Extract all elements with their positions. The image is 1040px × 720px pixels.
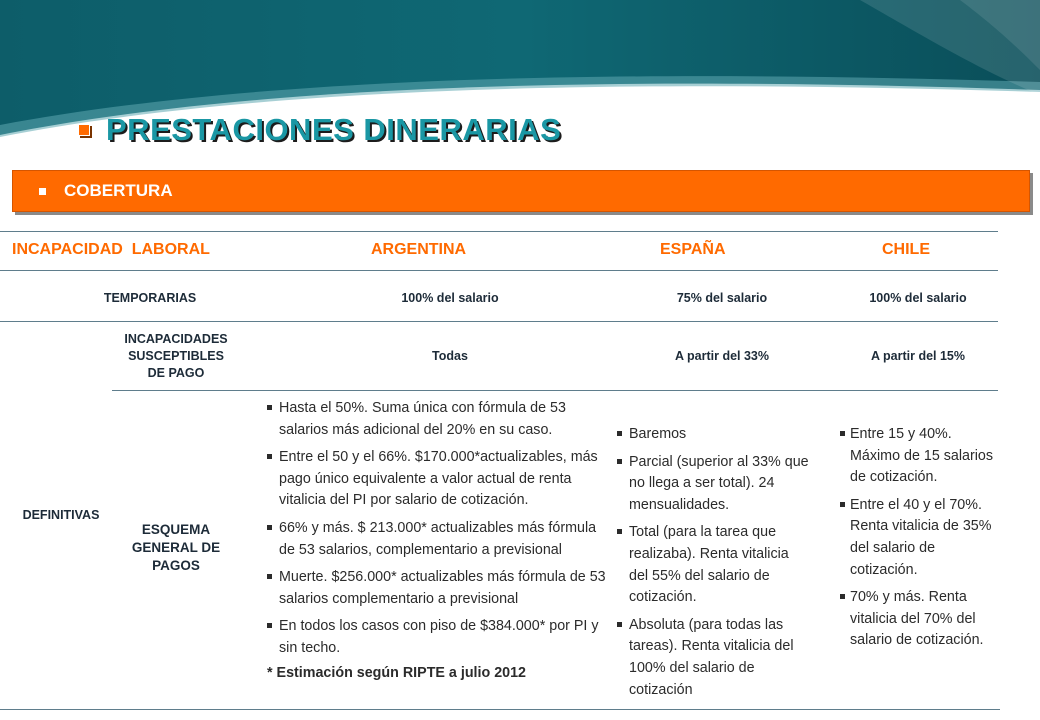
bullet-icon <box>840 594 845 599</box>
susceptibles-label-line3: DE PAGO <box>147 366 205 380</box>
temporarias-chile: 100% del salario <box>869 291 967 305</box>
susceptibles-chile: A partir del 15% <box>870 349 965 363</box>
list-item: Entre 15 y 40%. Máximo de 15 salarios de cotización. <box>840 424 1000 489</box>
susceptibles-label-line2: SUSCEPTIBLES <box>128 349 224 363</box>
bullet-icon <box>267 574 272 579</box>
list-item: En todos los casos con piso de $384.000* por PI y sin techo. <box>267 616 611 659</box>
esquema-espana <box>617 424 810 707</box>
list-item: Entre el 40 y el 70%. Renta vitalicia de 35% del salario de cotización. <box>840 495 1000 581</box>
susceptibles-argentina: Todas <box>432 349 468 363</box>
esquema-argentina <box>267 398 611 684</box>
row-label-temporarias: TEMPORARIAS <box>103 291 197 305</box>
section-bar <box>12 170 1030 212</box>
bullet-icon <box>617 622 622 627</box>
list-item: 66% y más. $ 213.000* actualizables más fórmula de 53 salarios, complementario a previsional <box>267 518 611 561</box>
table-rule-temporarias <box>0 321 998 322</box>
section-bullet-icon <box>39 188 46 195</box>
list-item: Muerte. $256.000* actualizables más fórmula de 53 salarios complementario a previsional <box>267 567 611 610</box>
list-item: Absoluta (para todas las tareas). Renta vitalicia del 100% del salario de cotización <box>617 615 810 701</box>
header-incapacidad-laboral: INCAPACIDAD LABORAL <box>12 241 210 258</box>
header-espana: ESPAÑA <box>660 241 726 258</box>
header-chile: CHILE <box>882 241 930 258</box>
bullet-icon <box>267 525 272 530</box>
row-label-definitivas: DEFINITIVAS <box>22 508 100 522</box>
header-argentina: ARGENTINA <box>371 241 467 258</box>
title-bullet-icon <box>78 124 90 136</box>
list-item: Baremos <box>617 424 810 446</box>
susceptibles-label <box>112 331 240 382</box>
temporarias-espana: 75% del salario <box>676 291 768 305</box>
bullet-icon <box>617 431 622 436</box>
argentina-footnote: * Estimación según RIPTE a julio 2012 <box>267 664 527 681</box>
table-rule-susceptibles <box>112 390 998 391</box>
table-rule-bottom <box>0 709 1000 710</box>
page-title: PRESTACIONES DINERARIAS <box>106 112 562 147</box>
esquema-label-line1: ESQUEMA <box>141 522 211 537</box>
list-item: Entre el 50 y el 66%. $170.000*actualizables, más pago único equivalente a valor actual de renta vitalicia del PI por salario de cotización. <box>267 447 611 512</box>
esquema-label-line2: GENERAL DE <box>131 540 221 555</box>
section-label: COBERTURA <box>64 181 173 200</box>
esquema-label <box>112 521 240 575</box>
coverage-table <box>0 228 1000 720</box>
esquema-label-line3: PAGOS <box>152 558 200 573</box>
esquema-chile <box>840 424 1000 658</box>
bullet-icon <box>267 405 272 410</box>
list-item: Total (para la tarea que realizaba). Renta vitalicia del 55% del salario de cotización. <box>617 522 810 608</box>
susceptibles-espana: A partir del 33% <box>674 349 769 363</box>
page-title-row <box>78 108 561 152</box>
table-rule-top <box>0 231 998 232</box>
bullet-icon <box>840 431 845 436</box>
table-rule-header <box>0 270 998 271</box>
list-item: Parcial (superior al 33% que no llega a ser total). 24 mensualidades. <box>617 452 810 517</box>
list-item: Hasta el 50%. Suma única con fórmula de 53 salarios más adicional del 20% en su caso. <box>267 398 611 441</box>
bullet-icon <box>267 454 272 459</box>
temporarias-argentina: 100% del salario <box>401 291 499 305</box>
susceptibles-label-line1: INCAPACIDADES <box>124 332 228 346</box>
bullet-icon <box>617 459 622 464</box>
bullet-icon <box>267 623 272 628</box>
bullet-icon <box>617 529 622 534</box>
bullet-icon <box>840 502 845 507</box>
list-item: 70% y más. Renta vitalicia del 70% del salario de cotización. <box>840 587 1000 652</box>
